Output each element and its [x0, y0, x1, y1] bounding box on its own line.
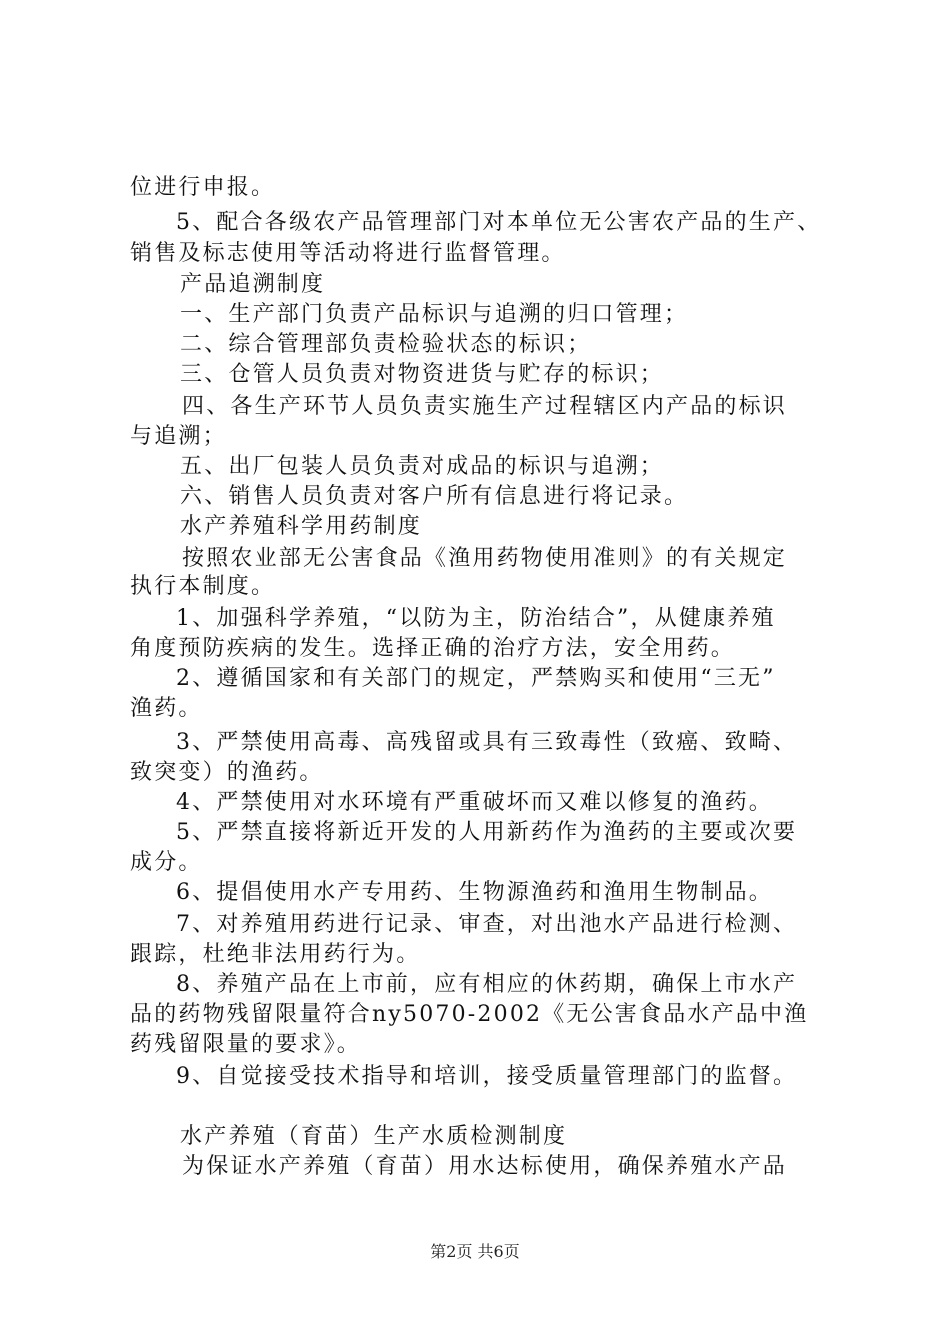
text-line: 3、严禁使用高毒、高残留或具有三致毒性（致癌、致畸、	[176, 730, 798, 755]
page-number-footer: 第2页 共6页	[430, 1242, 520, 1261]
text-line: 药残留限量的要求》。	[130, 1032, 362, 1057]
text-line: 4、严禁使用对水环境有严重破坏而又难以修复的渔药。	[176, 790, 773, 815]
text-line: 5、配合各级农产品管理部门对本单位无公害农产品的生产、	[176, 210, 822, 235]
section-title: 产品追溯制度	[180, 272, 326, 297]
text-line: 8、养殖产品在上市前，应有相应的休药期，确保上市水产	[176, 972, 798, 997]
section-title: 水产养殖（育苗）生产水质检测制度	[180, 1124, 568, 1149]
text-line: 5、严禁直接将新近开发的人用新药作为渔药的主要或次要	[176, 820, 798, 845]
text-line: 9、自觉接受技术指导和培训，接受质量管理部门的监督。	[176, 1064, 798, 1089]
text-line: 角度预防疾病的发生。选择正确的治疗方法，安全用药。	[130, 636, 736, 661]
text-line: 三、仓管人员负责对物资进货与贮存的标识；	[180, 362, 665, 387]
text-line: 位进行申报。	[130, 175, 276, 200]
text-line: 成分。	[130, 850, 203, 875]
text-line: 6、提倡使用水产专用药、生物源渔药和渔用生物制品。	[176, 880, 773, 905]
text-line: 7、对养殖用药进行记录、审查，对出池水产品进行检测、	[176, 912, 798, 937]
text-line: 致突变）的渔药。	[130, 760, 324, 785]
text-line: 渔药。	[130, 696, 203, 721]
text-line: 为保证水产养殖（育苗）用水达标使用，确保养殖水产品	[182, 1154, 788, 1179]
text-line: 销售及标志使用等活动将进行监督管理。	[130, 241, 566, 266]
text-line: 执行本制度。	[130, 574, 276, 599]
text-line: 四、各生产环节人员负责实施生产过程辖区内产品的标识	[182, 394, 788, 419]
section-title: 水产养殖科学用药制度	[180, 514, 423, 539]
text-line: 与追溯；	[130, 424, 227, 449]
text-line: 品的药物残留限量符合ny5070-2002《无公害食品水产品中渔	[130, 1002, 809, 1027]
text-line: 二、综合管理部负责检验状态的标识；	[180, 332, 592, 357]
text-line: 一、生产部门负责产品标识与追溯的归口管理；	[180, 302, 689, 327]
text-line: 六、销售人员负责对客户所有信息进行将记录。	[180, 484, 689, 509]
text-line: 五、出厂包装人员负责对成品的标识与追溯；	[180, 454, 665, 479]
text-line: 跟踪，杜绝非法用药行为。	[130, 942, 421, 967]
text-line: 2、遵循国家和有关部门的规定，严禁购买和使用“三无”	[176, 666, 776, 691]
text-line: 1、加强科学养殖，“以防为主，防治结合”，从健康养殖	[176, 606, 776, 631]
text-line: 按照农业部无公害食品《渔用药物使用准则》的有关规定	[182, 546, 788, 571]
